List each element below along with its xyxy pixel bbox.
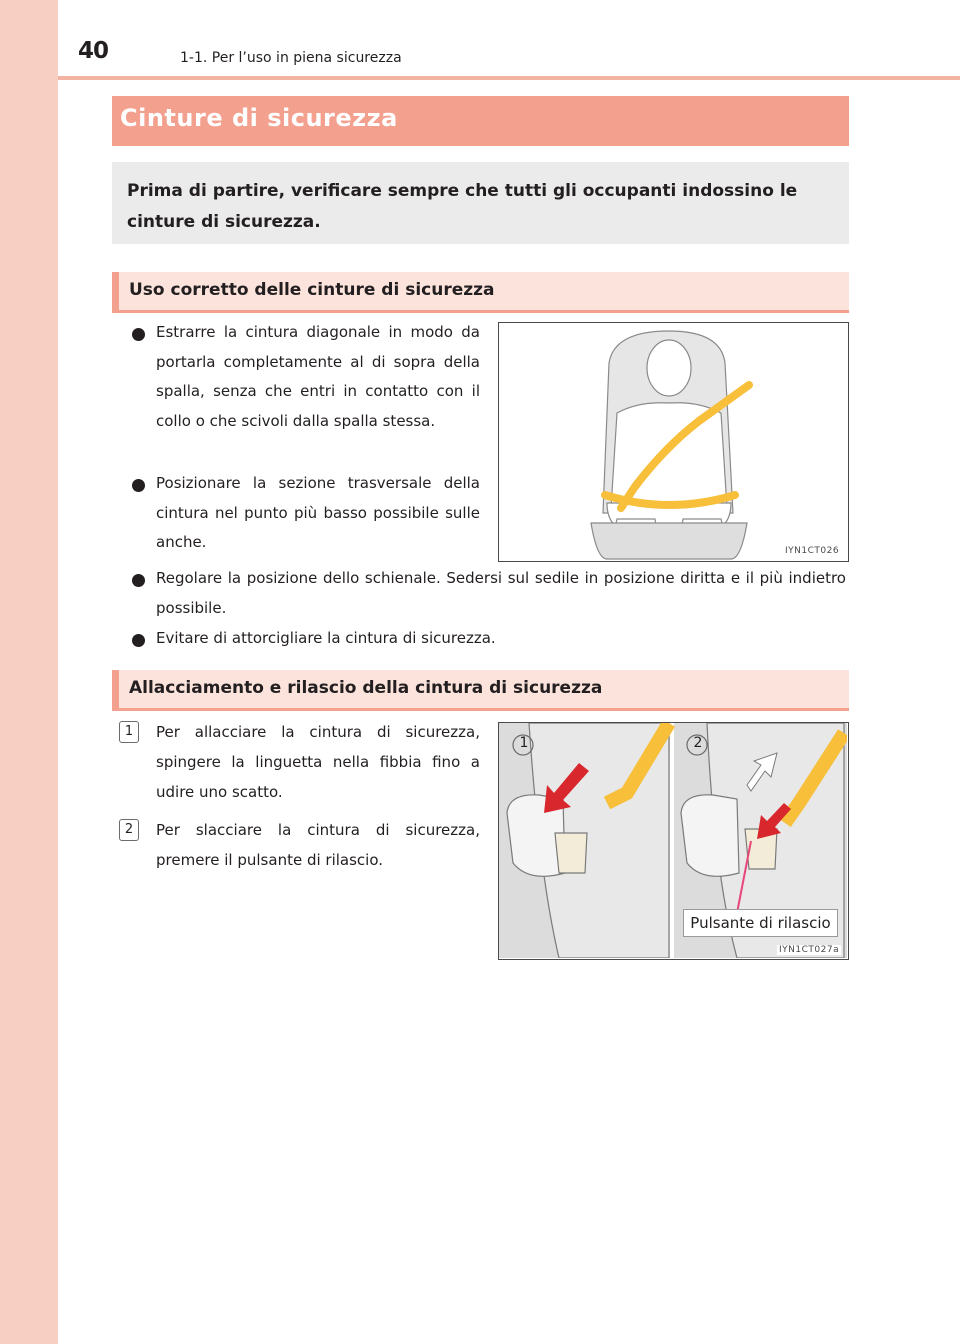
subheading-accent <box>112 670 119 708</box>
step-number: 2 <box>119 819 139 841</box>
intro-text: Prima di partire, verificare sempre che tutti gli occupanti indossino le cinture di sicurezza. <box>127 181 798 232</box>
step-number: 1 <box>119 721 139 743</box>
subheading-fasten-release-text: Allacciamento e rilascio della cintura di sicurezza <box>129 678 603 698</box>
bullet-text: Estrarre la cintura diagonale in modo da portarla completamente al di sopra della spalla, senza che entri in contatto con il collo o che scivoli dalla spalla stessa. <box>156 323 480 430</box>
bullet-text: Posizionare la sezione trasversale della cintura nel punto più basso possibile sulle anche. <box>156 474 480 551</box>
bullet-dot-icon <box>132 479 145 492</box>
subheading-correct-use-text: Uso corretto delle cinture di sicurezza <box>129 280 495 300</box>
bullet-text: Evitare di attorcigliare la cintura di sicurezza. <box>156 629 496 647</box>
figure-code: IYN1CT026 <box>785 546 840 556</box>
step-text: Per slacciare la cintura di sicurezza, premere il pulsante di rilascio. <box>156 821 480 869</box>
page-number: 40 <box>78 38 109 64</box>
bullet-dot-icon <box>132 574 145 587</box>
figure-seated-occupant <box>498 322 849 562</box>
bullet-dot-icon <box>132 328 145 341</box>
figure-marker-1: 1 <box>519 735 529 751</box>
subheading-accent <box>112 272 119 310</box>
header-rule <box>58 76 960 80</box>
bullet-dot-icon <box>132 634 145 647</box>
side-color-strip <box>0 0 58 1344</box>
subheading-fasten-release <box>112 670 849 711</box>
section-title: Cinture di sicurezza <box>120 104 398 132</box>
figure-marker-2: 2 <box>693 735 703 751</box>
subheading-correct-use <box>112 272 849 313</box>
release-button-label: Pulsante di rilascio <box>683 909 838 937</box>
figure-code: IYN1CT027a <box>779 945 840 955</box>
seated-occupant-illustration <box>499 323 847 560</box>
step-text: Per allacciare la cintura di sicurezza, spingere la linguetta nella fibbia fino a udire uno scatto. <box>156 723 480 801</box>
bullet-text: Regolare la posizione dello schienale. Sedersi sul sedile in posizione diritta e il più indietro possibile. <box>156 569 846 617</box>
running-title: 1-1. Per l’uso in piena sicurezza <box>180 50 402 66</box>
